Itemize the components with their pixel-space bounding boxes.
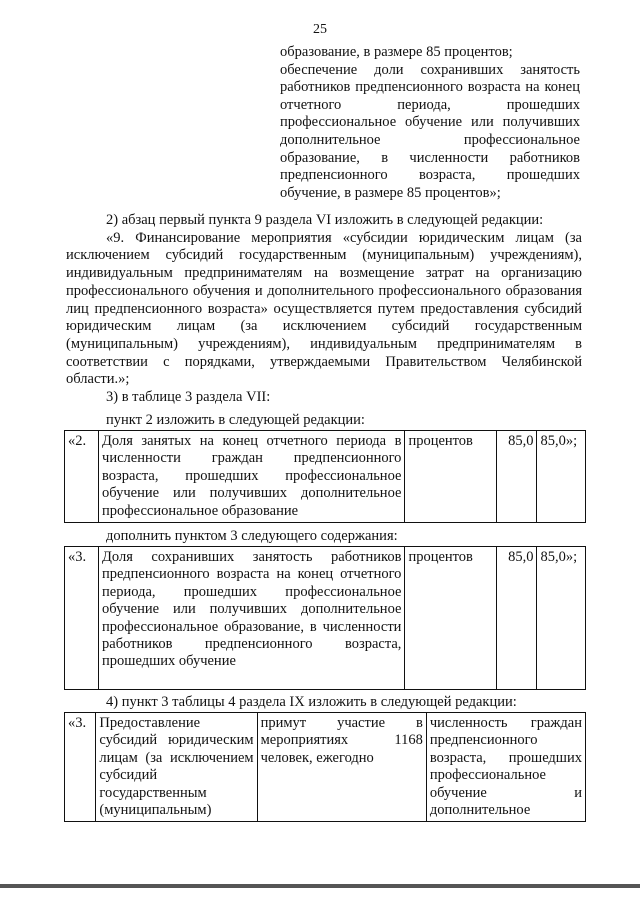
row-number: «3.: [65, 547, 99, 690]
paragraph-2: 2) абзац первый пункта 9 раздела VI изложить в следующей редакции:: [106, 212, 544, 228]
body-section-2: [66, 212, 582, 407]
table-row: [65, 431, 586, 523]
indicator-cell: численность граждан предпенсионного возраста, прошедших профессиональное обучение и дополнительное: [426, 713, 585, 822]
table-3-item-2: [64, 430, 586, 523]
row-number: «2.: [65, 431, 99, 523]
paragraph-3: 3) в таблице 3 раздела VII:: [106, 389, 271, 406]
measure-cell: Предоставление субсидий юридическим лицам (за исключением субсидий государственным (муниципальным): [96, 713, 257, 822]
row-number: «3.: [65, 713, 96, 822]
value-cell: 85,0»;: [537, 547, 586, 690]
table-3-item-3: [64, 546, 586, 690]
value-cell: 85,0: [497, 431, 537, 523]
paragraph-9: «9. Финансирование мероприятия «субсидии юридическим лицам (за исключением субсидий государственным (муниципальным) учреждениям), индивидуальным предпринимателям на возмещение затрат на организацию профессионального обучения и дополнительного профессионального образования лиц предпенсионного возраста» осуществляется путем предоставления субсидий юридическим лицам (за исключением субсидий государственным (муниципальным) учреждениям), индивидуальным предпринимателям в соответствии с порядками, утверждаемыми Правительством Челябинской области.»;: [66, 229, 582, 388]
unit-cell: процентов: [405, 547, 497, 690]
unit-cell: процентов: [405, 431, 497, 523]
continuation-line: образование, в размере 85 процентов;: [280, 44, 513, 60]
participants-cell: примут участие в мероприятиях 1168 человек, ежегодно: [257, 713, 426, 822]
table-row: [65, 547, 586, 690]
label-add-punkt-3: дополнить пунктом 3 следующего содержания:: [106, 528, 398, 544]
table-row: [65, 713, 586, 822]
value-cell: 85,0: [497, 547, 537, 690]
bottom-border-line: [0, 884, 640, 888]
indicator-name: Доля занятых на конец отчетного периода в численности граждан предпенсионного возраста, прошедших профессиональное обучение или получивших дополнительное профессиональное образование: [99, 431, 405, 523]
table-4-item-3: [64, 712, 586, 822]
page-number: 25: [313, 22, 327, 37]
label-paragraph-4: 4) пункт 3 таблицы 4 раздела IX изложить в следующей редакции:: [106, 694, 517, 710]
indicator-name: Доля сохранивших занятость работников предпенсионного возраста на конец отчетного периода, прошедших профессиональное обучение или получивших дополнительное профессиональное образование, в численности работников предпенсионного возраста, прошедших обучение: [99, 547, 405, 690]
continuation-block: [280, 44, 580, 202]
label-punkt-2: пункт 2 изложить в следующей редакции:: [106, 412, 365, 428]
continuation-line: обеспечение доли сохранивших занятость работников предпенсионного возраста на конец отчетного периода, прошедших профессиональное обучение или получивших дополнительное профессиональное образование, в численности работников предпенсионного возраста, прошедших обучение, в размере 85 процентов»;: [280, 61, 580, 201]
value-cell: 85,0»;: [537, 431, 586, 523]
